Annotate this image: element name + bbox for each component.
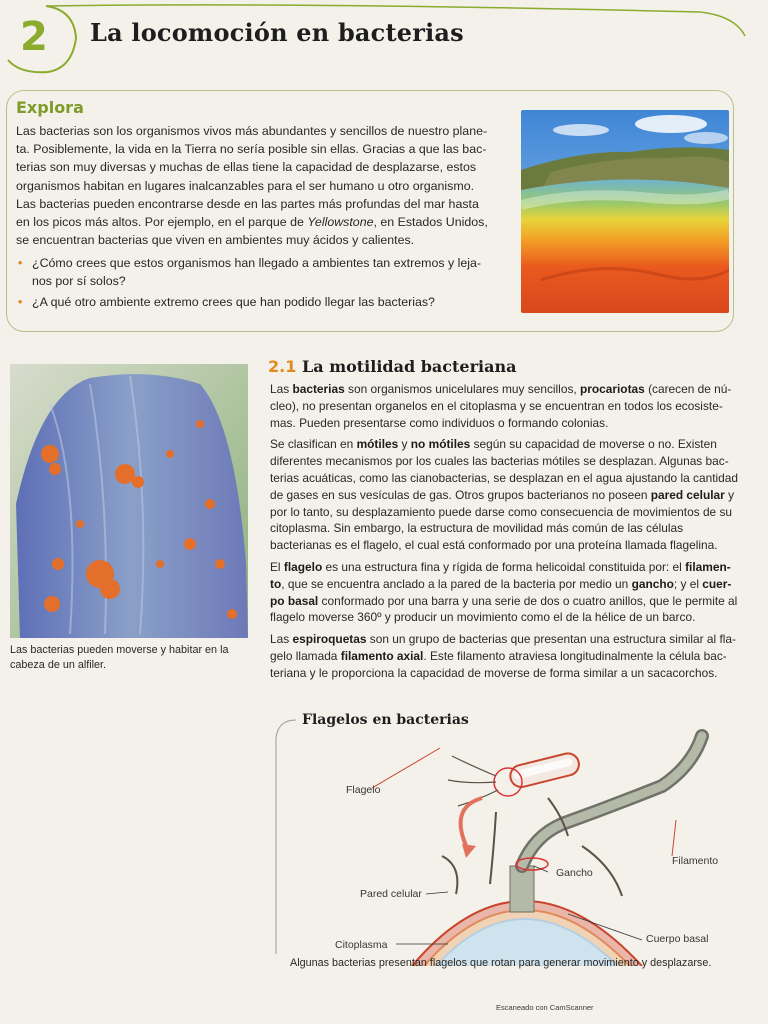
text-run: es una estructura fina y rígida de forma helicoidal constituida por: el [322,559,686,574]
text-run: según su capacidad de moverse o no. Existen diferentes mecanismos por los cuales las bacterias mótiles se desplazan. Algunas bac-terias acuáticas, como las cianobacterias, se desplazan en el agua ajustando la cantidad de gases en sus vesículas de gas. Otros grupos bacterianos no poseen [270,437,738,502]
yellowstone-italic: Yellowstone [307,215,374,230]
key-term: bacterias [292,382,345,396]
text-run: y [398,437,411,452]
page-title: La locomoción en bacterias [90,18,464,47]
flagella-diagram [272,716,742,966]
key-term: espiroquetas [292,632,367,647]
section-body [270,381,744,687]
label-pared-celular: Pared celular [360,888,422,900]
explora-line [16,213,508,231]
explora-paragraph [16,122,508,249]
text-run: El [270,559,284,574]
question-text: ¿A qué otro ambiente extremo crees que han podido llegar las bacterias? [32,295,435,310]
section-title: La motilidad bacteriana [302,357,517,376]
explora-text-run: , en Estados Unidos, [373,215,488,230]
paragraph [270,381,744,431]
key-term: procariotas [580,382,645,396]
text-run: . Este filamento atraviesa longitudinalmente la célula bac-teriana y le proporciona la capacidad de moverse de forma similar a un sacacorchos. [270,648,727,680]
key-term: flagelo [283,559,323,574]
key-term: pared celular [650,487,725,502]
paragraph [270,631,744,681]
section-number: 2.1 [268,357,297,376]
pin-head-bacteria-photo [10,364,248,638]
key-term: cuer-po basal [270,576,732,608]
key-term: filamen-to [270,559,731,591]
question-item [16,293,508,311]
key-term: mótiles [356,437,399,452]
text-run: (carecen de nú-cleo), no presentan organelos en el citoplasma y se encuentran en todos los ecosiste-mas. Pueden presentarse como individuos o formando colonias. [270,382,732,430]
paragraph [270,436,744,554]
text-run: son organismos unicelulares muy sencillos, [344,382,580,396]
bullet-icon: • [18,256,23,270]
label-flagelo: Flagelo [346,784,381,796]
question-text: ¿Cómo crees que estos organismos han llegado a ambientes tan extremos y leja- [32,256,482,270]
label-gancho: Gancho [556,867,593,879]
text-run: , que se encuentra anclado a la pared de la bacteria por medio un [281,576,632,591]
text-run: y por lo tanto, su desplazamiento puede darse como consecuencia de movimientos de su citoplasma. Sin embargo, la estructura de movilidad más común de las células bacterianas es el flagelo, el cual está conformado por una proteína llamada flagelina. [270,487,735,553]
chapter-number: 2 [20,14,48,60]
scanner-watermark: Escaneado con CamScanner [496,1003,594,1012]
bullet-icon: • [18,295,23,310]
explora-line: Las bacterias pueden encontrarse desde en las partes más profundas del mar hasta [16,196,479,211]
pin-photo-caption: Las bacterias pueden moverse y habitar en la cabeza de un alfiler. [10,644,229,671]
key-term: no mótiles [410,437,471,452]
label-citoplasma: Citoplasma [335,939,388,951]
diagram-title: Flagelos en bacterias [298,712,473,728]
question-item [16,254,508,290]
explora-heading: Explora [16,98,84,117]
text-run: ; y el [673,576,703,591]
key-term: filamento axial [340,648,424,663]
text-run: Las [270,632,293,647]
paragraph [270,559,744,626]
text-run: conformado por una barra y una serie de dos o cuatro anillos, que le permite al flagelo moverse 360º y producir un movimiento como el de la hélice de un barco. [270,593,738,625]
yellowstone-hot-spring-photo [521,110,729,313]
text-run: Las [270,382,293,396]
explora-line: se encuentran bacterias que viven en ambientes muy ácidos y calientes. [16,233,415,248]
explora-line: Las bacterias son los organismos vivos más abundantes y sencillos de nuestro plane- [16,124,488,138]
explora-questions [16,254,508,315]
label-filamento: Filamento [672,855,719,867]
label-cuerpo-basal: Cuerpo basal [646,933,709,945]
explora-line: organismos habitan en lugares inalcanzables para el ser humano u otro organismo. [16,178,475,193]
key-term: gancho [631,576,674,591]
explora-line: terias son muy diversas y muchas de ellas tiene la capacidad de desplazarse, estos [16,160,477,175]
diagram-caption: Algunas bacterias presentan flagelos que rotan para generar movimiento y desplazarse. [290,957,712,969]
text-run: son un grupo de bacterias que presentan una estructura similar al fla-gelo llamada [270,632,736,663]
question-text: nos por sí solos? [32,274,126,289]
explora-text-run: en los picos más altos. Por ejemplo, en el parque de [16,215,308,230]
explora-line: ta. Posiblemente, la vida en la Tierra no sería posible sin ellas. Gracias a que las bac- [16,142,487,157]
text-run: Se clasifican en [270,437,357,452]
